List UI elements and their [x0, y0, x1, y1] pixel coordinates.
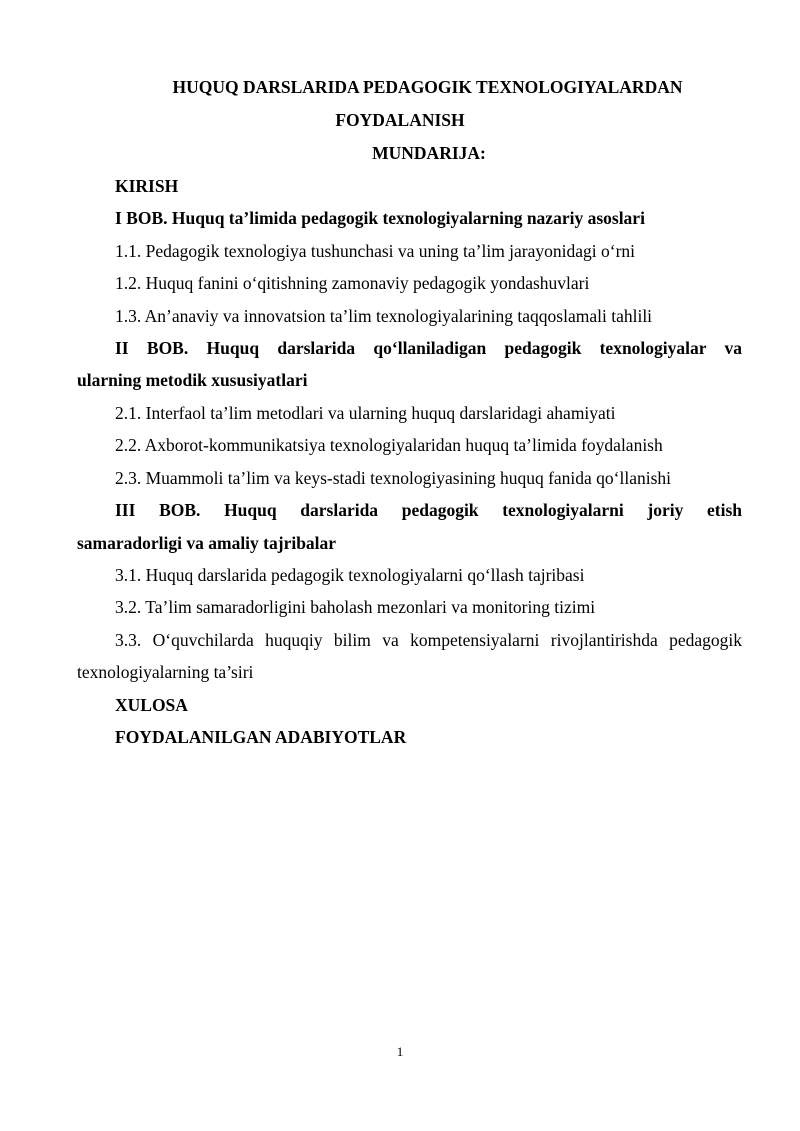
toc-section-3-2: 3.2. Ta’lim samaradorligini baholash mezonlari va monitoring tizimi: [115, 597, 596, 617]
page-number: 1: [396, 1044, 404, 1059]
toc-conclusion: XULOSA: [115, 695, 188, 715]
toc-chapter-2-heading-line-2: ularning metodik xususiyatlari: [77, 370, 308, 390]
toc-references: FOYDALANILGAN ADABIYOTLAR: [115, 727, 407, 747]
toc-section-2-1: 2.1. Interfaol ta’lim metodlari va ularning huquq darslaridagi ahamiyati: [115, 403, 616, 423]
document-title-line-1: HUQUQ DARSLARIDA PEDAGOGIK TEXNOLOGIYALARDAN: [172, 77, 683, 97]
toc-section-3-1: 3.1. Huquq darslarida pedagogik texnologiyalarni qo‘llash tajribasi: [115, 565, 585, 585]
toc-section-1-3: 1.3. An’anaviy va innovatsion ta’lim texnologiyalarining taqqoslamali tahlili: [115, 306, 653, 326]
toc-section-1-2: 1.2. Huquq fanini o‘qitishning zamonaviy pedagogik yondashuvlari: [115, 273, 590, 293]
toc-section-1-1: 1.1. Pedagogik texnologiya tushunchasi va uning ta’lim jarayonidagi o‘rni: [115, 241, 636, 261]
toc-section-2-2: 2.2. Axborot-kommunikatsiya texnologiyalaridan huquq ta’limida foydalanish: [115, 435, 663, 455]
contents-heading: MUNDARIJA:: [372, 143, 486, 163]
toc-chapter-2-heading-line-1: II BOB. Huquq darslarida qo‘llaniladigan pedagogik texnologiyalar va: [115, 338, 742, 358]
toc-section-3-3-line-2: texnologiyalarning ta’siri: [77, 662, 254, 682]
toc-section-3-3-line-1: 3.3. O‘quvchilarda huquqiy bilim va kompetensiyalarni rivojlantirishda pedagogik: [115, 630, 742, 650]
toc-chapter-3-heading-line-1: III BOB. Huquq darslarida pedagogik texnologiyalarni joriy etish: [115, 500, 742, 520]
toc-chapter-1-heading: I BOB. Huquq ta’limida pedagogik texnologiyalarning nazariy asoslari: [115, 208, 645, 228]
document-title-line-2: FOYDALANISH: [335, 110, 465, 130]
toc-intro: KIRISH: [115, 176, 179, 196]
toc-section-2-3: 2.3. Muammoli ta’lim va keys-stadi texnologiyasining huquq fanida qo‘llanishi: [115, 468, 672, 488]
toc-chapter-3-heading-line-2: samaradorligi va amaliy tajribalar: [77, 533, 337, 553]
